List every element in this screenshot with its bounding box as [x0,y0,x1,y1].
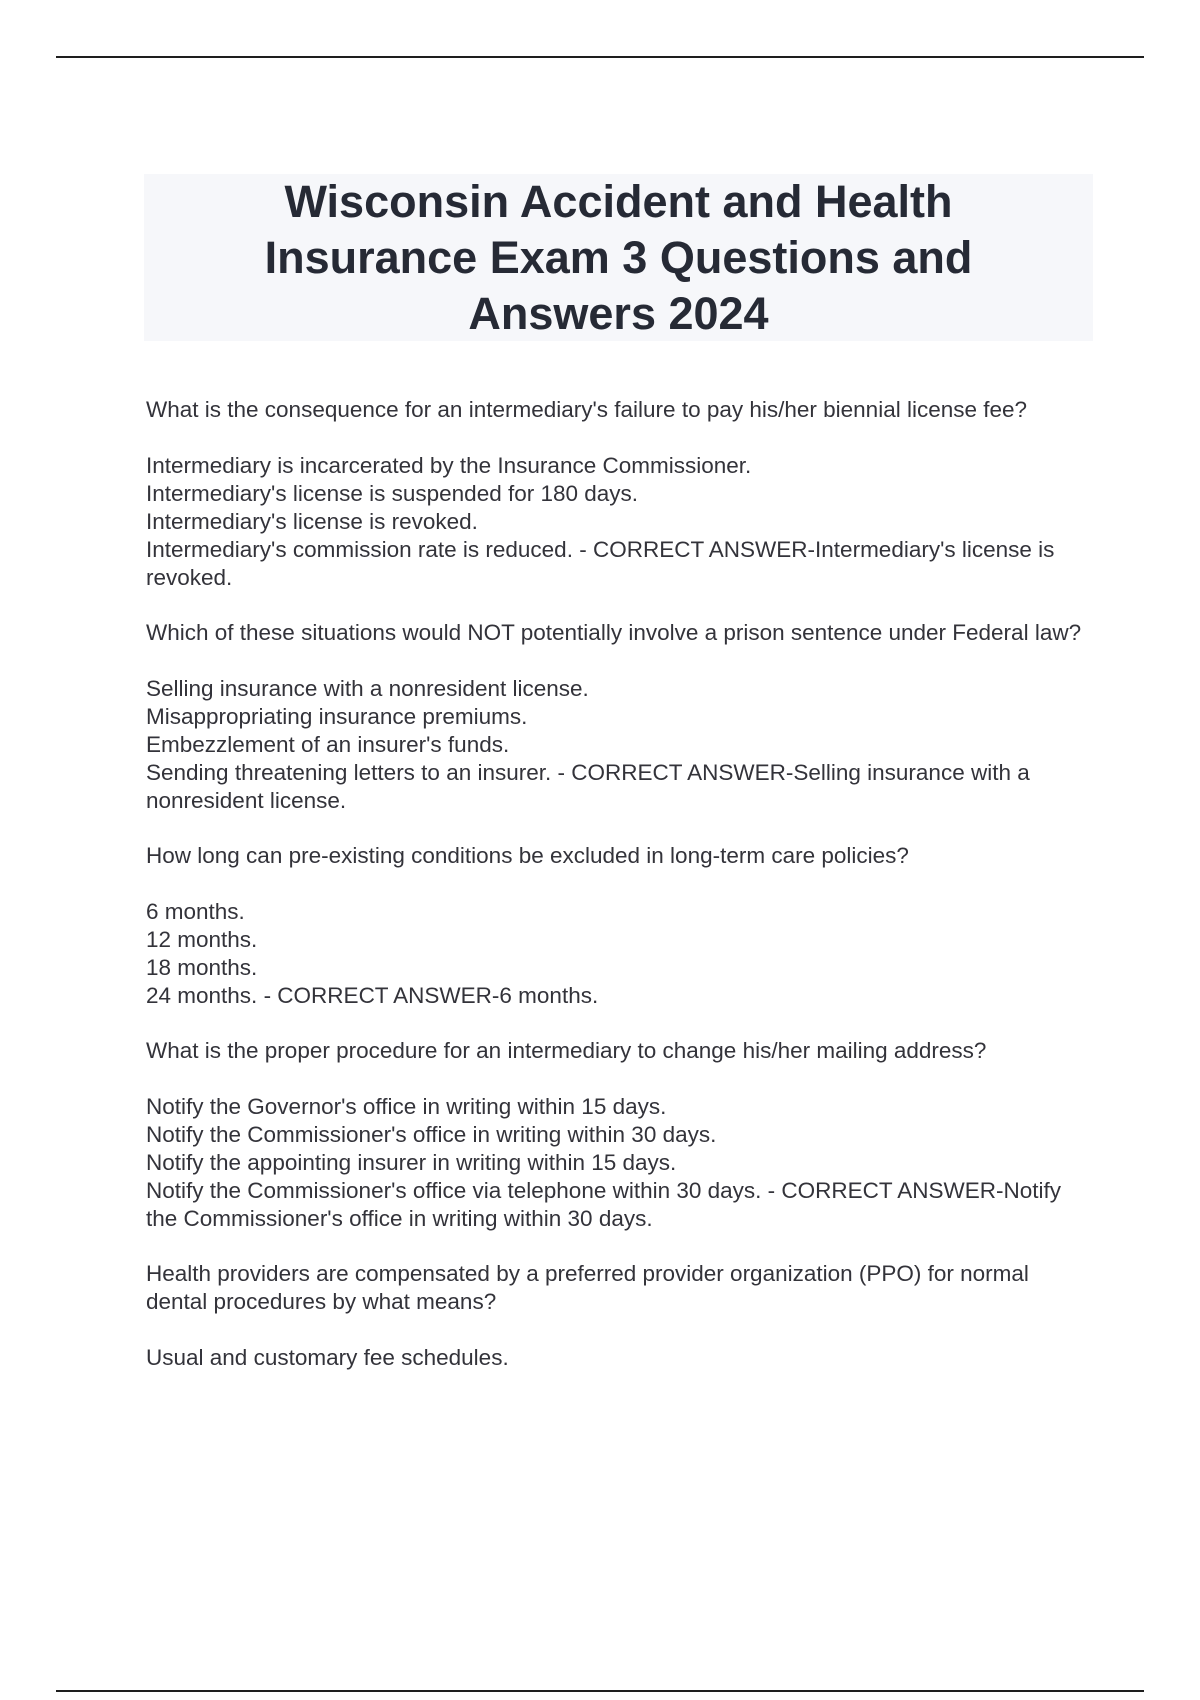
answer-option: Intermediary's license is revoked. [146,509,478,534]
qa-item [146,619,1086,815]
answer-option: Misappropriating insurance premiums. [146,704,528,729]
answer-option: Notify the appointing insurer in writing within 15 days. [146,1150,677,1175]
title-banner [144,174,1093,341]
question-text: Health providers are compensated by a preferred provider organization (PPO) for normal dental procedures by what means? [146,1261,1029,1314]
answer-option: 18 months. [146,955,258,980]
question-text: How long can pre-existing conditions be excluded in long-term care policies? [146,843,909,868]
qa-item [146,1037,1086,1233]
question-text: What is the consequence for an intermediary's failure to pay his/her biennial license fee? [146,397,1028,422]
qa-item [146,842,1086,1010]
answer-option: Selling insurance with a nonresident license. [146,676,589,701]
answer-option-with-correct-answer: Sending threatening letters to an insurer. - CORRECT ANSWER-Selling insurance with a nonresident license. [146,760,1030,813]
answer-option: Notify the Governor's office in writing within 15 days. [146,1094,667,1119]
document-title: Wisconsin Accident and Health Insurance Exam 3 Questions and Answers 2024 [264,175,973,339]
answer-option-with-correct-answer: 24 months. - CORRECT ANSWER-6 months. [146,983,599,1008]
answer-option: 6 months. [146,899,245,924]
footer-rule [56,1690,1144,1692]
qa-content [146,396,1086,1399]
answer-option: Intermediary is incarcerated by the Insurance Commissioner. [146,453,752,478]
answer-option-with-correct-answer: Notify the Commissioner's office via telephone within 30 days. - CORRECT ANSWER-Notify the Commissioner's office in writing within 30 days. [146,1178,1062,1231]
answer-option-with-correct-answer: Intermediary's commission rate is reduced. - CORRECT ANSWER-Intermediary's license is revoked. [146,537,1055,590]
answer-option: 12 months. [146,927,258,952]
header-rule [56,56,1144,58]
answer-option: Notify the Commissioner's office in writing within 30 days. [146,1122,717,1147]
answer-option: Intermediary's license is suspended for 180 days. [146,481,639,506]
question-text: What is the proper procedure for an intermediary to change his/her mailing address? [146,1038,987,1063]
answer-option: Usual and customary fee schedules. [146,1345,509,1370]
qa-item [146,1260,1086,1372]
answer-option: Embezzlement of an insurer's funds. [146,732,510,757]
question-text: Which of these situations would NOT potentially involve a prison sentence under Federal law? [146,620,1082,645]
qa-item [146,396,1086,592]
